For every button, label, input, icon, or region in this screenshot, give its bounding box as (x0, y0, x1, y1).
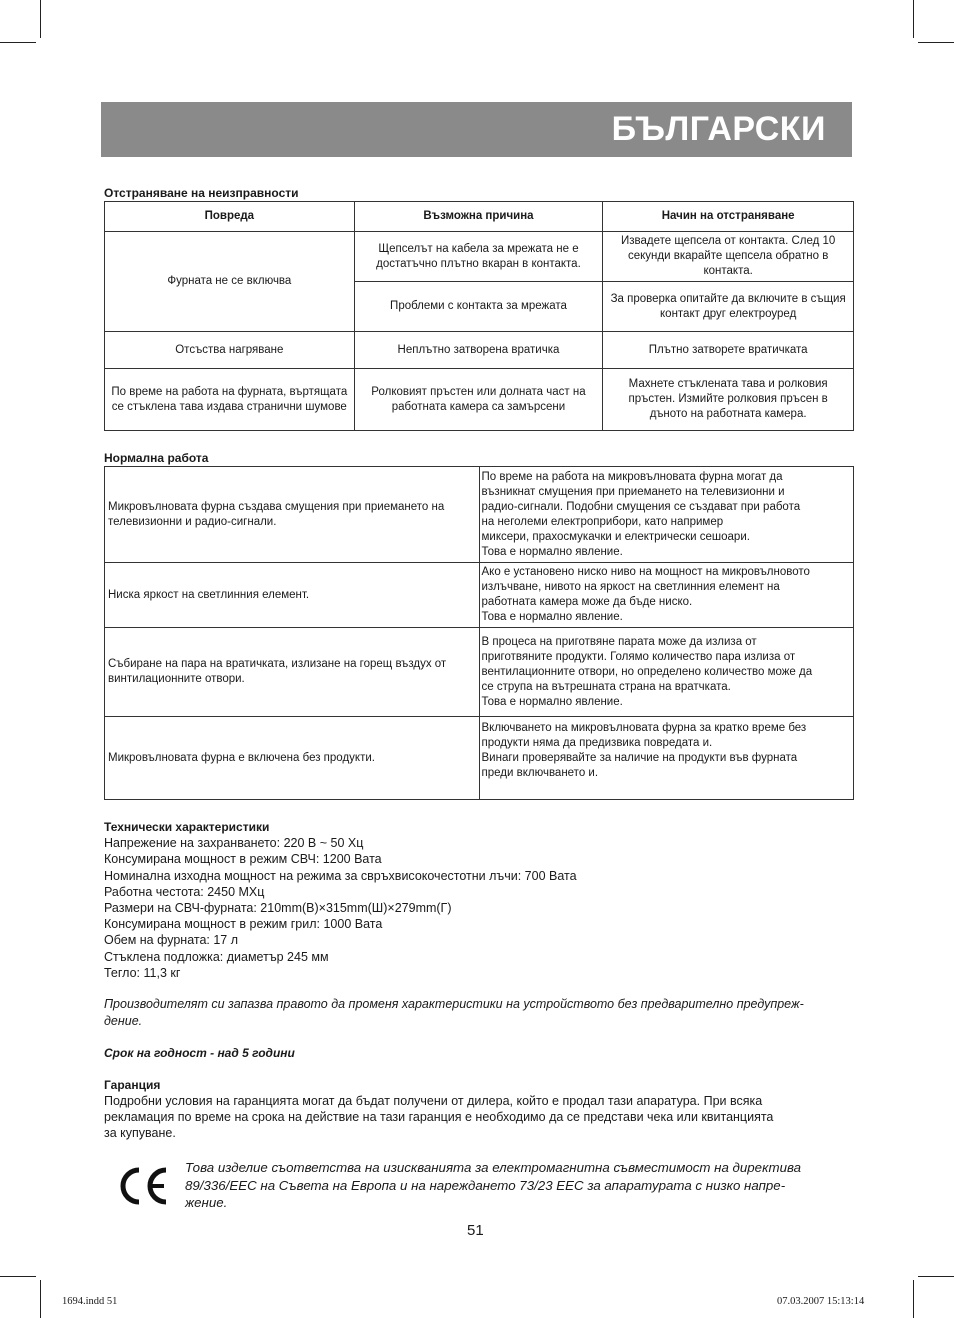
explanation-line: Ако е установено ниско ниво на мощност на микровълновото (481, 566, 810, 578)
explanation-line: радио-сигнали. Подобни смущения се създават при работа (481, 500, 801, 513)
table-row (105, 332, 854, 369)
header-band (101, 102, 852, 157)
explanation-line: По време на работа на микровълновата фурна могат да (481, 470, 783, 483)
warranty-line: Подробни условия на гаранцията могат да бъдат получени от дилера, който е продал тази апаратура. При всяка (104, 1094, 763, 1108)
symptom-cell: Ниска яркост на светлинния елемент. (105, 563, 480, 628)
spec-line: Работна честота: 2450 МХц (104, 884, 265, 899)
ce-line: 89/336/ЕЕС на Съвета на Европа и на нареждането 73/23 ЕЕС за апаратурата с низко напре- (185, 1177, 786, 1193)
explanation-line: Това е нормално явление. (481, 545, 623, 558)
page-number: 51 (467, 1222, 484, 1239)
table-row (105, 717, 854, 800)
note-line: дение. (104, 1013, 143, 1028)
ce-line: жение. (185, 1195, 228, 1210)
spec-line: Размери на СВЧ-фурната: 210mm(В)×315mm(Ш)×279mm(Г) (104, 901, 452, 916)
symptom-cell: Микровълновата фурна създава смущения при приемането на телевизионни и радио-сигнали. (105, 467, 480, 563)
crop-mark (918, 1276, 954, 1277)
explanation-line: се струпа на вътрешната страна на вратчката. (481, 680, 731, 693)
fix-cell: Извадете щепсела от контакта. След 10 секунди вкарайте щепсела обратно в контакта. (603, 232, 854, 282)
note-line: Производителят си запазва правото да променя характеристики на устройството без предварително предупреж- (104, 997, 804, 1011)
lifetime-note: Срок на годност - над 5 години (104, 1046, 295, 1060)
table-header-row (105, 202, 854, 232)
column-header: Начин на отстраняване (603, 202, 854, 232)
manufacturer-note (104, 996, 849, 1029)
spec-line: Консумирана мощност в режим СВЧ: 1200 Вата (104, 852, 382, 867)
footer-timestamp: 07.03.2007 15:13:14 (777, 1296, 865, 1307)
spec-line: Номинална изходна мощност на режима за свръхвисокочестотни лъчи: 700 Вата (104, 868, 577, 883)
explanation-line: преди включването и. (481, 767, 599, 779)
crop-mark (913, 1280, 914, 1318)
explanation-cell (479, 563, 854, 628)
normal-operation-title: Нормална работа (104, 451, 209, 465)
table-row (105, 563, 854, 628)
table-row (105, 232, 854, 282)
cause-cell: Щепселът на кабела за мрежата не е достатъчно плътно вкаран в контакта. (354, 232, 603, 282)
normal-operation-table (104, 466, 854, 800)
page-title: БЪЛГАРСКИ (611, 110, 826, 148)
crop-mark (913, 0, 914, 38)
explanation-line: излъчване, нивото на яркост на светлинния елемент на (481, 581, 780, 593)
table-row (105, 628, 854, 717)
explanation-line: приготвяните продукти. Голямо количество пара излиза от (481, 650, 796, 663)
warranty-title: Гаранция (104, 1078, 161, 1092)
ce-compliance-text (185, 1159, 845, 1212)
explanation-line: Винаги проверявайте за наличие на продукти във фурната (481, 752, 798, 764)
spec-line: Обем на фурната: 17 л (104, 933, 239, 948)
symptom-cell: Микровълновата фурна е включена без продукти. (105, 717, 480, 800)
explanation-line: продукти няма да предизвика повредата и. (481, 737, 713, 749)
fix-cell: За проверка опитайте да включите в същия контакт друг електроуред (603, 282, 854, 332)
explanation-cell (479, 467, 854, 563)
cause-cell: Ролковият пръстен или долната част на работната камера са замърсени (354, 369, 603, 431)
warranty-line: за купуване. (104, 1126, 176, 1140)
spec-line: Тегло: 11,3 кг (104, 965, 181, 980)
explanation-line: вентилационните отвори, но определено количество може да (481, 665, 813, 678)
column-header: Възможна причина (354, 202, 603, 232)
explanation-line: работната камера може да бъде ниско. (481, 596, 693, 608)
spec-line: Напрежение на захранването: 220 В ~ 50 Хц (104, 836, 364, 851)
explanation-line: Това е нормално явление. (481, 695, 623, 708)
specs-title: Технически характеристики (104, 820, 270, 834)
table-row (105, 467, 854, 563)
explanation-line: Това е нормално явление. (481, 611, 623, 623)
explanation-line: миксери, прахосмукачки и електрически сешоари. (481, 530, 750, 543)
explanation-line: на неголеми електроприбори, като например (481, 515, 724, 528)
fix-cell: Махнете стъклената тава и ролковия пръстен. Измийте ролковия пръсен в дъното на работната камера. (603, 369, 854, 431)
explanation-line: Включването на микровълновата фурна за кратко време без (481, 722, 807, 734)
problem-cell: По време на работа на фурната, въртящата се стъклена тава издава странични шумове (105, 369, 355, 431)
column-header: Повреда (105, 202, 355, 232)
spec-line: Консумирана мощност в режим грил: 1000 Вата (104, 917, 383, 932)
crop-mark (40, 0, 41, 38)
problem-cell: Отсъства нагряване (105, 332, 355, 369)
cause-cell: Неплътно затворена вратичка (354, 332, 603, 369)
troubleshooting-title: Отстраняване на неизправности (104, 186, 299, 200)
crop-mark (918, 42, 954, 43)
spec-line: Стъклена подложка: диаметър 245 мм (104, 949, 329, 964)
cause-cell: Проблеми с контакта за мрежата (354, 282, 603, 332)
footer-file-info: 1694.indd 51 (62, 1296, 118, 1307)
problem-cell: Фурната не се включва (105, 232, 355, 332)
troubleshooting-table (104, 201, 854, 431)
table-row (105, 369, 854, 431)
technical-specs (104, 819, 864, 981)
explanation-cell (479, 717, 854, 800)
fix-cell: Плътно затворете вратичката (603, 332, 854, 369)
symptom-cell: Събиране на пара на вратичката, излизане на горещ въздух от винтилационните отвори. (105, 628, 480, 717)
crop-mark (0, 42, 36, 43)
warranty-line: рекламация по време на срока на действие на тази гаранция е необходимо да се представи чека или квитанцията (104, 1110, 774, 1124)
explanation-line: възникнат смущения при приемането на телевизионни и (481, 485, 785, 498)
warranty-section (104, 1077, 849, 1141)
crop-mark (40, 1280, 41, 1318)
ce-mark-icon (118, 1166, 170, 1206)
explanation-cell (479, 628, 854, 717)
crop-mark (0, 1276, 36, 1277)
ce-line: Това изделие съответства на изискванията за електромагнитна съвместимост на директива (185, 1160, 802, 1175)
explanation-line: В процеса на приготвяне парата може да излиза от (481, 635, 757, 648)
